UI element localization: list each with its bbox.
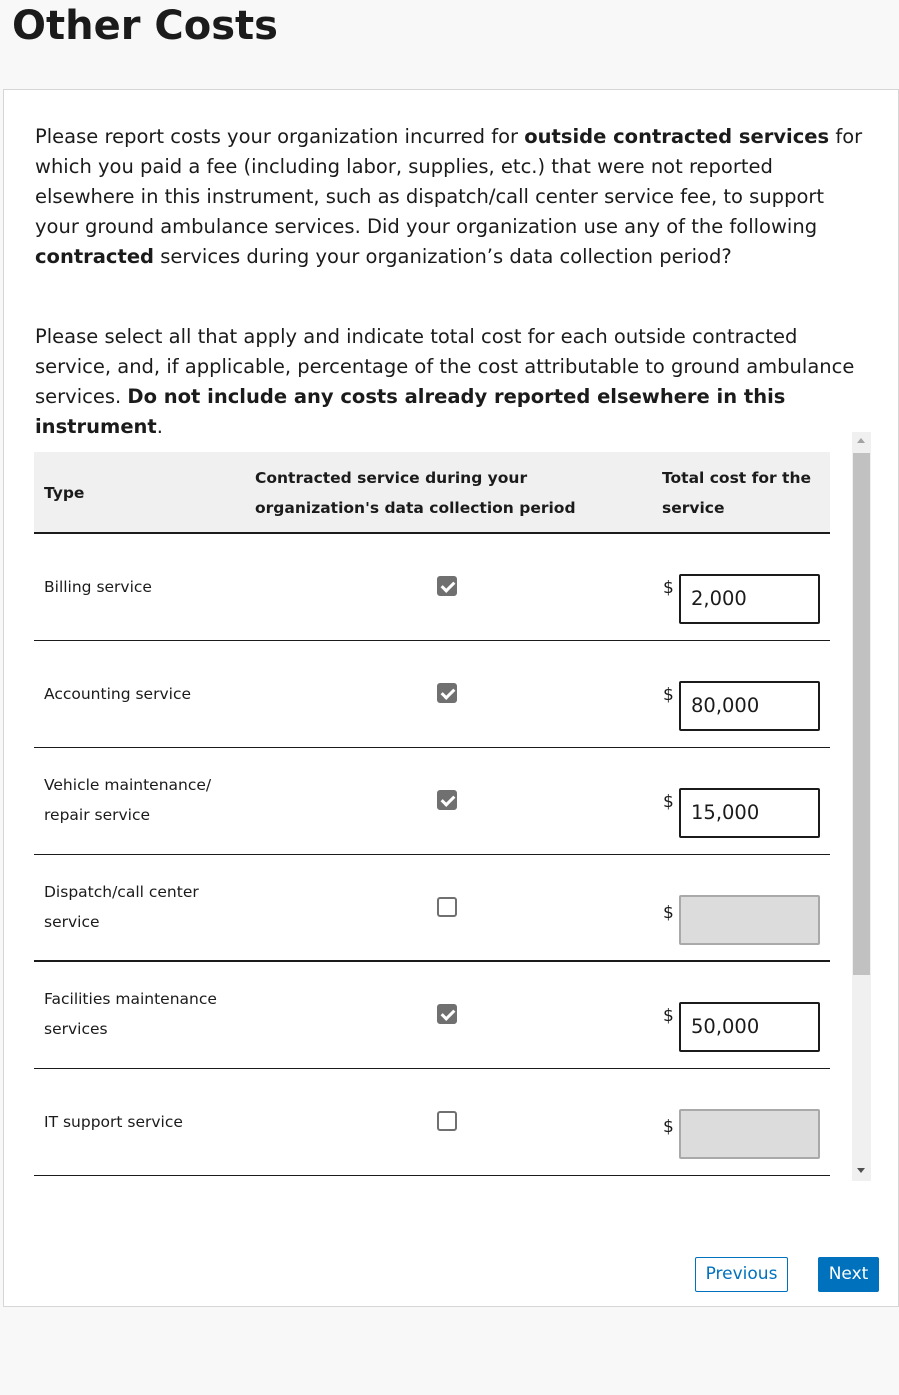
total-cost-input[interactable]: 80,000	[679, 681, 820, 731]
row-type-label: Dispatch/call center service	[44, 883, 199, 931]
table-row	[34, 641, 830, 748]
currency-symbol: $	[663, 578, 674, 598]
intro-1-seg: for which you paid a fee (including labor, supplies, etc.) that were not reported elsewhere in this instrument, such as dispatch/call center service fee, to support your ground ambulance services. Did your organization use any of the following	[35, 125, 863, 238]
row-checkbox[interactable]	[437, 897, 457, 917]
next-button[interactable]: Next	[818, 1257, 879, 1292]
header-service: Contracted service during your organization's data collection period	[255, 469, 576, 517]
scroll-up-arrow-icon[interactable]	[857, 438, 865, 443]
intro-1-bold: contracted	[35, 245, 154, 268]
intro-paragraph-2	[35, 322, 869, 442]
row-checkbox[interactable]	[437, 683, 457, 703]
header-type: Type	[44, 484, 85, 502]
intro-1-seg: Please report costs your organization incurred for	[35, 125, 525, 148]
currency-symbol: $	[663, 903, 674, 923]
currency-symbol: $	[663, 685, 674, 705]
page-title: Other Costs	[12, 3, 278, 49]
total-cost-input[interactable]: 15,000	[679, 788, 820, 838]
row-type-label: Accounting service	[44, 685, 192, 703]
services-table	[34, 452, 871, 1181]
header-cost: Total cost for the service	[662, 469, 811, 517]
row-type-label: Facilities maintenance services	[44, 990, 217, 1038]
intro-2-seg: Please select all that apply and indicate total cost for each outside contracted service, and, if applicable, percentage of the cost attributable to ground ambulance services.	[35, 325, 855, 408]
scroll-down-arrow-icon[interactable]	[857, 1168, 865, 1173]
currency-symbol: $	[663, 1117, 674, 1137]
table-row	[34, 1069, 830, 1176]
total-cost-input[interactable]: 2,000	[679, 574, 820, 624]
row-divider	[34, 1175, 830, 1176]
row-checkbox[interactable]	[437, 576, 457, 596]
intro-2-seg: .	[156, 415, 163, 438]
row-type-label: Vehicle maintenance/ repair service	[44, 776, 212, 824]
row-type-label: IT support service	[44, 1113, 183, 1131]
row-checkbox[interactable]	[437, 790, 457, 810]
table-row	[34, 534, 830, 641]
row-checkbox[interactable]	[437, 1004, 457, 1024]
intro-2-bold: Do not include any costs already reported elsewhere in this instrument	[35, 385, 786, 438]
currency-symbol: $	[663, 1006, 674, 1026]
intro-1-seg: services during your organization’s data collection period?	[154, 245, 732, 268]
table-header	[34, 452, 830, 534]
table-row	[34, 855, 830, 962]
intro-1-bold: outside contracted services	[524, 125, 830, 148]
scrollbar-thumb[interactable]	[853, 453, 870, 975]
table-row	[34, 748, 830, 855]
total-cost-input[interactable]: 50,000	[679, 1002, 820, 1052]
table-row	[34, 962, 830, 1069]
total-cost-input[interactable]	[679, 895, 820, 945]
row-type-label: Billing service	[44, 578, 152, 596]
currency-symbol: $	[663, 792, 674, 812]
total-cost-input[interactable]	[679, 1109, 820, 1159]
intro-paragraph-1	[35, 122, 869, 272]
previous-button[interactable]: Previous	[695, 1257, 788, 1292]
row-checkbox[interactable]	[437, 1111, 457, 1131]
